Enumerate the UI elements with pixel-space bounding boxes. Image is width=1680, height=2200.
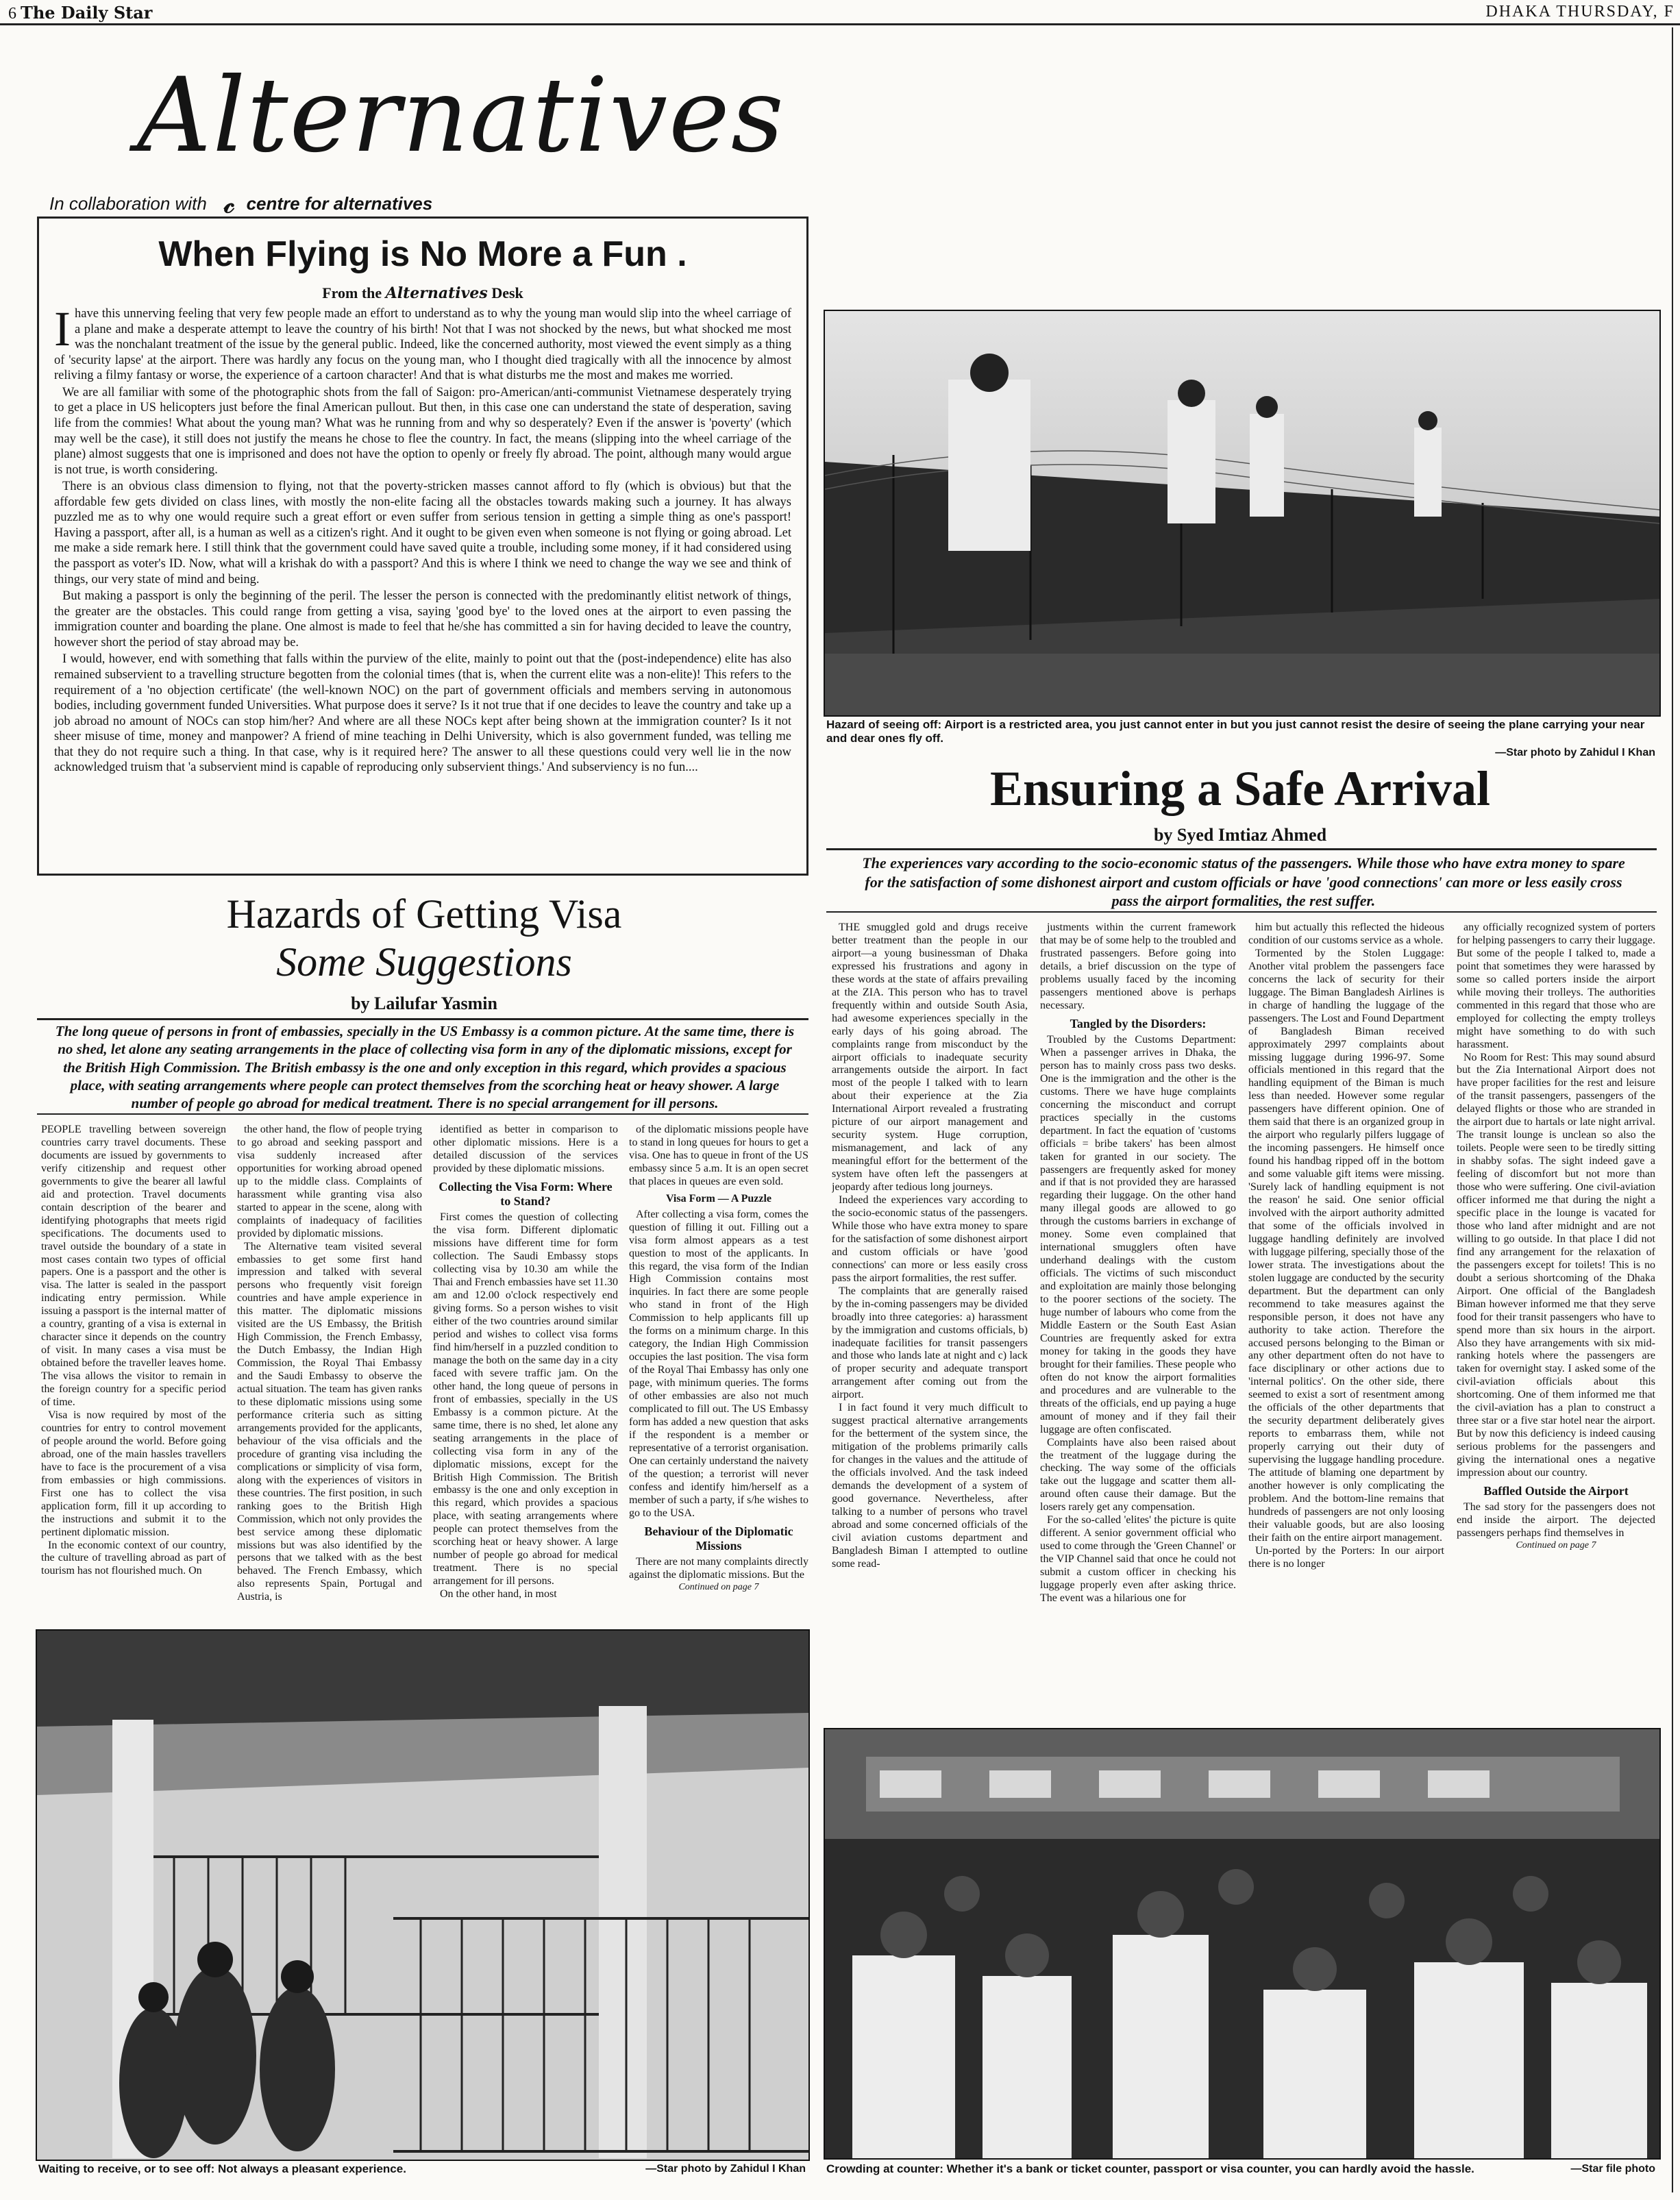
- photo1-caption: Hazard of seeing off: Airport is a restricted area, you just cannot enter in but you just cannot resist the desire of seeing the plane carrying your near and dear ones fly off. —Star photo by Zahidul I Khan: [826, 718, 1655, 758]
- page-number: 6: [8, 5, 16, 23]
- rule: [826, 911, 1657, 913]
- visa-column-3: identified as better in comparison to other diplomatic missions. Here is a detailed discussion of the services provided by these diplomatic missions. Collecting the Visa Form: Where to Stand? First comes the question of collecting the visa form. Different diplomatic missions have different time for form collection. The Saudi Embassy stops collecting visa by 10.30 am while the Thai and French embassies have set 11.30 am and 12.00 o'clock respectively end giving forms. So a person wishes to visit either of the two countries around similar period and wishes to collect visa forms find him/herself in a puzzled condition to manage the both on the same day in a city faced with severe traffic jam. On the other hand, the long queue of persons in front of embassies, specially in the US Embassy is a common picture. At the same time, there is no shed, let alone any seating arrangements in the place of collecting visa form in any of the diplomatic missions, except for the British High Commission. The British embassy is the one and only exception in this regard, which provides a spacious place, with seating arrangements where people can protect themselves from the scorching heat or heavy shower. A large number of people go abroad for medical treatment. There is no special arrangement for ill persons. On the other hand, in most: [433, 1124, 618, 1600]
- visa-column-4: of the diplomatic missions people have to stand in long queues for hours to get a visa. One has to queue in front of the US embassy since 5 a.m. It is an open secret that places in queues are even sold. Visa Form — A Puzzle After collecting a visa form, comes the question of filling it out. Filling out a visa form almost appears as a test question to most of the applicants. In this regard, the visa form of the Indian High Commission contains most inquiries. In fact there are some people who stand in front of the High Commission to help applicants fill up the forms on a minimum charge. In this category, the Indian High Commission occupies the last position. The visa form of the Royal Thai Embassy has only one page, with minimum queries. The forms of other embassies are also not much complicated to fill out. The US Embassy form has added a new question that asks if the respondent is a member or representative of a terrorist organisation. One can certainly understand the naivety of the question; a terrorist will never confess and identify him/herself as a member of such a party, if s/he wishes to go to the USA. Behaviour of the Diplomatic Missions There are not many complaints directly against the diplomatic missions. But the Continued on page 7: [629, 1124, 808, 1593]
- dateline: DHAKA THURSDAY, F: [1485, 3, 1675, 21]
- photo-embassy-gate: [36, 1629, 810, 2161]
- newspaper-name: The Daily Star: [21, 3, 153, 23]
- deck-visa: The long queue of persons in front of embassies, specially in the US Embassy is a common picture. At the same time, there is no shed, let alone any seating arrangements in the place of collecting visa form in any of the diplomatic missions, except for the British High Commission. The British embassy is the one and only exception in this regard, which provides a spacious place, with seating arrangements where people can protect themselves from the scorching heat or heavy shower. A large number of people go abroad for medical treatment. There is no special arrangement for ill persons.: [55, 1023, 795, 1111]
- photo1-credit: —Star photo by Zahidul I Khan: [1495, 746, 1655, 758]
- photo-airport-fence: [824, 310, 1661, 717]
- cfa-logo-icon: 𝒸: [224, 188, 235, 219]
- visa-column-2: the other hand, the flow of people trying to go abroad and seeking passport and visa suddenly increased after opportunities for working abroad opened up to the middle class. Complaints of harassment while granting visa also started to appear in the scene, along with complaints of inadequacy of facilities provided by diplomatic missions. The Alternative team visited several embassies to get some first hand impression and talked with several persons who frequently visit foreign countries and have ample experience in this matter. The diplomatic missions visited are the US Embassy, the British High Commission, the French Embassy, the Dutch Embassy, the Indian High Commission, the Royal Thai Embassy and the Saudi Embassy to observe the actual situation. The team has given ranks to these diplomatic missions using some performance criteria such as sitting arrangements provided for the applicants, behaviour of the visa officials and the procedure of granting visa including the complications or simplicity of visa form, along with the experiences of visitors in these countries. The first position, in such ranking goes to the British High Commission, which not only provides the best service among these diplomatic missions but was also identified by the persons that we talked with as the best behaved. The French Embassy, which also represents Spain, Portugal and Austria, is: [237, 1124, 422, 1603]
- headline-flying: When Flying is No More a Fun .: [158, 234, 687, 274]
- safe-arrival-column-3: him but actually this reflected the hideous condition of our customs service as a whole. Tormented by the Stolen Luggage: Another vital problem the passengers face concerns the lack of security for their luggage. The Biman Bangladesh Airlines is in charge of handling the luggage of the passengers. The Lost and Found Department of Bangladesh Biman received approximately 2997 complaints about missing luggage during 1996-97. Some officials mentioned in this regard that the handling equipment of the Biman is much less than needed. However some regular passengers have different opinion. One of them said that there is an organized group in the airport who regularly pilfers luggage of the incoming passengers. He himself once found his handbag ripped off in the bottom and some valuable gift items were missing. 'Surely lack of handling equipment is not the reason' he said. One senior official involved with the airport authority admitted that some of the officials involved in luggage handling definitely are involved with luggage pilfering, specially those of the lower strata. The investigations about the stolen luggage are conducted by the security department. But the department can only recommend to take measures against the responsible person, it does not have any authority to take action. Therefore the accused persons belonging to the Biman or any other department often do not have to face disciplinary or other actions due to 'internal politics'. On the other side, there seemed to exist a sort of resentment among the officials of the other departments that the security department deliberately gives reports to embarrass them, while not properly carrying out their duty of supervising the luggage handling procedure. The attitude of blaming one department by another however is only complicating the problem. And the bottom-line remains that hundreds of passengers are not only loosing their valuable goods, but are also loosing their faith on the entire airport management. Un-ported by the Porters: In our airport there is no longer: [1248, 922, 1444, 1570]
- photo-crowd-counter: [824, 1728, 1661, 2160]
- article-body-flying: Ihave this unnerving feeling that very few people made an effort to understand as to why the young man would slip into the wheel carriage of a plane and make a desperate attempt to leave the country of his birth! Not that I was not shocked by the news, but what shocked me most was the nonchalant treatment of the issue by the general public. Indeed, like the concerned authority, most viewed the event simply as a thing of 'security lapse' at the airport. There was hardly any focus on the young man, who I thought died tragically with all the innocence by almost reliving a filmy fantasy or worse, the experience of a cartoon character! And that is what disturbs me the most and makes me worried. We are all familiar with some of the photographic shots from the fall of Saigon: pro-American/anti-communist Vietnamese desperately trying to get a place in US helicopters just before the final American pullout. But then, in this case one can understand the state of desperation, saving life from the commies! What about the young man? What was he running from and why so desperately? Even if the answer is 'poverty' (which may well be the case), it still does not justify the means he chose to flee the country. In fact, the means (slipping into the wheel carriage of the plane) almost suggests that one is imprisoned and does not have the option to openly or freely fly abroad. The point, although many would argue is not true, is worth considering. There is an obvious class dimension to flying, not that the poverty-stricken masses cannot afford to fly (which is obvious) but that the affordable few gets divided on class lines, with mostly the non-elite facing all the obstacles towards making such a journey. It has always puzzled me as to why one would require such a great effort or even suffer from serious tension in getting a simple thing as one's passport! Having a passport, after all, is a human as well as a citizen's right. And it ought to be given even when someone is not flying or going abroad. Let me make a side remark here. I still think that the government could have saved quite a trouble, including some money, if it had considered using the passport as voter's ID. Now, what will a krishak do with a passport? And this is where I think we need to change the way we see and think of things, our very state of mind and being. But making a passport is only the beginning of the peril. The lesser the person is connected with the predominantly elitist network of things, the greater are the obstacles. This could range from getting a visa, saying 'good bye' to the loved ones at the airport to even passing the immigration counter and boarding the plane. One almost is made to feel that he/she has committed a sin for having decided to leave the country, however short the period of stay abroad may be. I would, however, end with something that falls within the purview of the elite, mainly to point out that the (post-independence) elite has also remained subservient to a travelling structure begotten from the colonial times (that is, when the current elite was a non-elite)! This refers to the requirement of a 'no objection certificate' (the well-known NOC) on the part of government officials and members serving in autonomous bodies, including government funded Universities. What purpose does it serve? Is it not true that if one decides to leave the country and take up a job abroad no amount of NOCs can stop him/her? And where are all these NOCs kept after being shown at the immigration counter? Is it not sheer misuse of time, money and manpower? A friend of mine teaching in Delhi University, which is also government funded, was telling me that they do not require such a thing. In that case, why is it required here? The answer to all these questions could very well lie in the now acknowledged truism that 'a subservient mind is capable of reproducing only subservient things.' And subserviency is no fun....: [54, 301, 791, 775]
- headline-safe-arrival: Ensuring a Safe Arrival: [989, 761, 1491, 816]
- collaboration-line: [49, 188, 432, 219]
- photo-airport-fence-image: [825, 311, 1659, 715]
- paragraph: But making a passport is only the beginning of the peril. The lesser the person is connected with the predominantly elitist network of things, the greater are the obstacles. This could range from getting a visa, saying 'good bye' to the loved ones at the airport to even passing the immigration counter and boarding the plane. One almost is made to feel that he/she has committed a sin for having decided to leave the country, however short the period of stay abroad may be.: [54, 589, 791, 650]
- collab-prefix: In collaboration with: [49, 193, 207, 214]
- continued-note: Continued on page 7: [678, 1582, 759, 1593]
- section-masthead: Alternatives: [137, 56, 785, 175]
- paragraph: There is an obvious class dimension to flying, not that the poverty-stricken masses cannot afford to fly (which is obvious) but that the affordable few gets divided on class lines, with mostly the non-elite facing all the obstacles towards making such a journey. It has always puzzled me as to why one would require such a great effort or even suffer from serious tension in getting a simple thing as one's passport! Having a passport, after all, is a human as well as a citizen's right. And it ought to be given even when someone is not flying or going abroad. Let me make a side remark here. I still think that the government could have saved quite a trouble, including some money, if it had considered using the passport as voter's ID. Now, what will a krishak do with a passport? And this is where I think we need to change the way we see and think of things, our very state of mind and being.: [54, 480, 791, 586]
- headline-visa: Hazards of Getting Visa: [226, 891, 622, 937]
- rule: [826, 848, 1657, 850]
- paragraph: We are all familiar with some of the photographic shots from the fall of Saigon: pro-American/anti-communist Vietnamese desperately trying to get a place in US helicopters just before the final American pullout. But then, in this case one can understand the state of desperation, saving life from the commies! What about the young man? What was he running from and why so desperately? Even if the answer is 'poverty' (which may well be the case), it still does not justify the means he chose to flee the country. In fact, the means (slipping into the wheel carriage of the plane) almost suggests that one is imprisoned and does not have the option to openly or freely fly abroad. The point, although many would argue is not true, is worth considering.: [54, 385, 791, 477]
- photo-crowd-counter-image: [825, 1729, 1659, 2158]
- page-folio: [8, 3, 152, 23]
- photo2-caption: Waiting to receive, or to see off: Not always a pleasant experience. —Star photo by Zahidul I Khan: [38, 2162, 806, 2175]
- dropcap: I: [54, 301, 71, 356]
- byline-visa: by Lailufar Yasmin: [351, 993, 497, 1013]
- photo3-credit: —Star file photo: [1570, 2163, 1655, 2175]
- alternatives-wordmark: Alternatives: [385, 284, 488, 302]
- photo-embassy-gate-image: [37, 1631, 808, 2160]
- safe-arrival-column-1: THE smuggled gold and drugs receive better treatment than the people in our airport—a young businessman of Dhaka expressed his frustrations and agony in these words at the state of affairs prevailing at the ZIA. This person who has to travel frequently within and outside South Asia, had awesome experiences specially in the early days of his going abroad. The complaints range from misconduct by the airport officials to inadequate security arrangements outside the airport. In fact most of the people I talked with to learn about their experience at the Zia International Airport revealed a frustrating picture of our airport management and security system. Huge corruption, mismanagement, and lack of any meaningful effort for the betterment of the system have often left the passengers at jeopardy after tedious long journeys. Indeed the experiences vary according to the socio-economic status of the passengers. While those who have extra money to spare for the satisfaction of some dishonest airport and custom officials or have 'good connections' can more or less easily cross pass the airport formalities, the rest suffer. The complaints that are generally raised by the in-coming passengers may be divided broadly into three categories: a) harassment by the immigration and customs officials, b) inadequate facilities for transit passengers and those who lands late at night and c) lack of proper security and adequate transport arrangement after coming out from the airport. I in fact found it very much difficult to suggest practical alternative arrangements for the betterment of the system since, the mitigation of the problems primarily calls for changes in the values and the attitude of the officials involved. And the task indeed demands the development of a system of good governance. Nevertheless, after talking to a number of persons who travel abroad and some concerned officials of the civil aviation customs department and Bangladesh Biman I attempted to outline some read-: [832, 922, 1028, 1570]
- rule: [37, 1018, 808, 1020]
- photo3-caption: Crowding at counter: Whether it's a bank or ticket counter, passport or visa counter, you can hardly avoid the hassle. —Star file photo: [826, 2162, 1655, 2175]
- safe-arrival-column-4: any officially recognized system of porters for helping passengers to carry their luggage. But some of the people I talked to, made a point that sometimes they were harassed by some so called porters inside the airport while moving their trolleys. The authorities commented in this regard that those who are employed for collecting the empty trolleys might have something to do with such harassment. No Room for Rest: This may sound absurd but the Zia International Airport does not have proper facilities for the rest and leisure of the transit passengers, passengers of the delayed flights or those who are stranded in the airport due to hartals or late night arrival. The transit lounge is unclean so also the toilets. People were seen to be tiredly sitting in shabby sofas. The sight indeed gave a feeling of discomfort but not more than those who were suffering. One civil-aviation officer informed me that during the night a specific place in the lounge is vacated for those who land after midnight and are not willing to go outside. In that place I did not find any arrangement for the relaxation of the passengers except for toilets! This is no doubt a serious shortcoming of the Dhaka Airport. One official of the Bangladesh Biman however informed me that they serve food for their transit passengers who have to spend more than six hours in the airport. Also they have arrangements with six mid-ranking hotels where the passengers are taken for overnight stay. I asked some of the civil-aviation officials about this shortcoming. One of them informed me that the civil-aviation has a plan to construct a three star or a five star hotel near the airport. But by now this deficiency is indeed causing serious problems for the passengers and giving the international ones a negative impression about our country. Baffled Outside the Airport The sad story for the passengers does not end inside the airport. The dejected passengers perhaps find themselves in Continued on page 7: [1457, 922, 1655, 1551]
- paragraph: I would, however, end with something that falls within the purview of the elite, mainly to point out that the (post-independence) elite has also remained subservient to a travelling structure begotten from the colonial times (that is, when the current elite was a non-elite)! This refers to the requirement of a 'no objection certificate' (the well-known NOC) on the part of government officials and members serving in autonomous bodies, including government funded Universities. What purpose does it serve? Is it not true that if one decides to leave the country and take up a job abroad no amount of NOCs can stop him/her? And where are all these NOCs kept after being shown at the immigration counter? Is it not sheer misuse of time, money and manpower? A friend of mine teaching in Delhi University, which is also government funded, was telling me that they do not require such a thing. In that case, why is it required here? The answer to all these questions could very well lie in the now acknowledged truism that 'a subservient mind is capable of reproducing only subservient things.' And subserviency is no fun....: [54, 652, 791, 775]
- byline-safe-arrival: by Syed Imtiaz Ahmed: [1153, 825, 1327, 845]
- collab-name: centre for alternatives: [246, 193, 433, 214]
- photo2-credit: —Star photo by Zahidul I Khan: [645, 2163, 806, 2175]
- deck-safe-arrival: The experiences vary according to the socio-economic status of the passengers. While those who have extra money to spare for the satisfaction of some dishonest airport and custom officials or have 'good connections' can more or less easily cross pass the airport formalities, the rest suffer.: [862, 854, 1625, 909]
- article-box-flying: [37, 217, 808, 876]
- continued-note: Continued on page 7: [1516, 1540, 1596, 1551]
- rule: [37, 1113, 808, 1115]
- right-page-rule: [1672, 27, 1673, 2192]
- visa-column-1: PEOPLE travelling between sovereign countries carry travel documents. These documents are issued by governments to verify citizenship and request other governments to give the bearer all lawful aid and protection. Travel documents contain description of the bearer and identifying photographs that meets rigid specifications. The documents used to travel outside the boundary of a state in most cases contain two types of official papers. One is a passport and the other is visa. The latter is sealed in the passport indicating entry permission. While issuing a passport is the internal matter of a country, granting of a visa is external in character since it depends on the country of visit. In many cases a visa must be obtained before the traveller leaves home. The visa allows the visitor to remain in the foreign country for a specific period of time. Visa is now required by most of the countries for entry to control movement of people around the world. Before going abroad, one of the main hassles travellers have to face is the procurement of a visa from embassies or high commissions. First one has to collect the visa application form, fill it up according to the instructions and submit it to the pertinent diplomatic mission. In the economic context of our country, the culture of travelling abroad as part of tourism has not flourished much. On: [41, 1124, 226, 1577]
- top-rule: [0, 23, 1680, 25]
- subheadline-visa: Some Suggestions: [276, 939, 572, 985]
- safe-arrival-column-2: justments within the current framework that may be of some help to the troubled and frustrated passengers. Before going into details, a brief discussion on the type of problems usually faced by the incoming passengers mentioned above is perhaps necessary. Tangled by the Disorders: Troubled by the Customs Department: When a passenger arrives in Dhaka, the person has to mainly cross pass two desks. One is the immigration and the other is the customs. There we have huge complaints concerning the misconduct and corrupt practices specially in the customs department. In fact the equation of 'customs officials = bribe takers' has been almost taken for granted in our society. The passengers are frequently asked for money and if that is not provided they are harassed regarding their luggage. On the other hand many illegal goods are allowed to go through the customs barriers in exchange of money. Some even complained that international smugglers often have underhand dealings with the custom officials. The victims of such misconduct and exploitation are mainly those belonging to the poorer sections of the society. The huge number of labours who come from the Middle Eastern or the South East Asian Countries are frequently asked for extra money for taking in the goods they have brought for their families. These people who often do not know the airport formalities and procedures and are vulnerable to the threats of the officials, end up paying a huge amount of money and if they fail their luggage are often confiscated. Complaints have also been raised about the treatment of the luggage during the checking. The way some of the officials take out the luggage and scatter them all-around often cause their damage. But the losers rarely get any compensation. For the so-called 'elites' the picture is quite different. A senior government official who used to come through the 'Green Channel' or the VIP Channel said that once he could not submit a custom officer in checking his luggage properly even after asking thrice. The event was a hilarious one for: [1040, 922, 1236, 1604]
- article-source-line: From the Alternatives Desk: [322, 284, 523, 302]
